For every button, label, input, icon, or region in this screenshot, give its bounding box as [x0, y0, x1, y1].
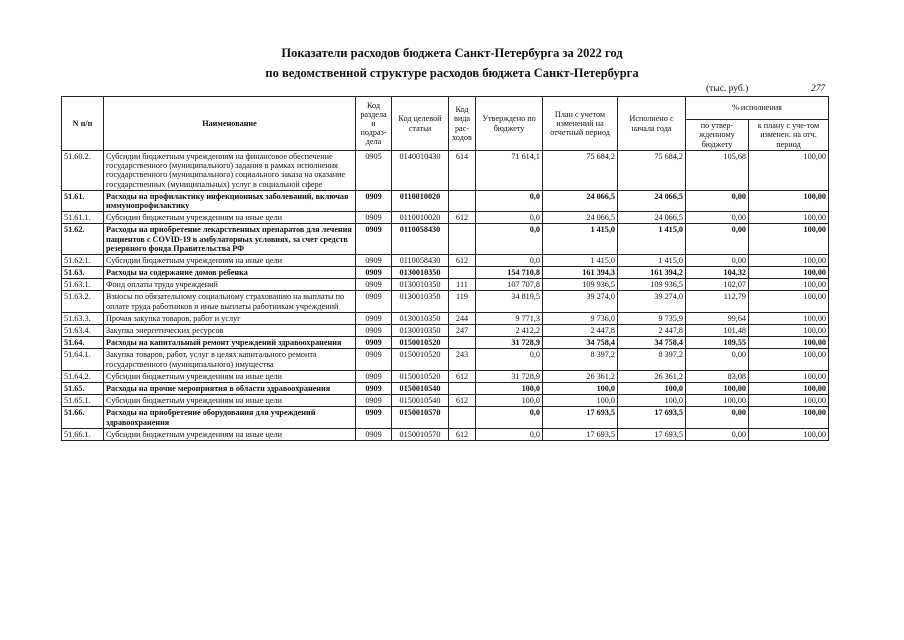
row-approved: 0,0	[476, 349, 543, 370]
header-plan: План с учетом изменений на отчетный период	[543, 97, 618, 151]
row-plan: 9 736,0	[543, 312, 618, 324]
row-section-code: 0909	[356, 254, 392, 266]
row-name: Расходы на капитальный ремонт учреждений здравоохранения	[104, 337, 356, 349]
row-pct-plan: 100,00	[749, 254, 829, 266]
row-name: Расходы на приобретение лекарственных препаратов для лечения пациентов с COVID-19 в амбулаторных условиях, за счет средств резервного фонда Правительства РФ	[104, 224, 356, 255]
row-name: Расходы на профилактику инфекционных заболеваний, включая иммунопрофилактику	[104, 190, 356, 211]
row-executed: 2 447,8	[618, 325, 686, 337]
row-name: Субсидии бюджетным учреждениям на финансовое обеспечение государственного (муниципального) задания в рамках исполнения государственного (муниципального) социального заказа на оказание государственных (муниципальных) услуг в социальной сфере	[104, 151, 356, 191]
row-expense-type: 614	[449, 151, 476, 191]
row-name: Субсидии бюджетным учреждениям на иные цели	[104, 428, 356, 440]
row-name: Взносы по обязательному социальному страхованию на выплаты по оплате труда работников и иные выплаты работникам учреждений	[104, 291, 356, 312]
row-section-code: 0909	[356, 370, 392, 382]
row-pct-plan: 100,00	[749, 395, 829, 407]
row-pct-approved: 100,00	[686, 395, 749, 407]
row-number: 51.63.3.	[62, 312, 104, 324]
row-number: 51.63.	[62, 267, 104, 279]
row-name: Закупка товаров, работ, услуг в целях капитального ремонта государственного (муниципального) имущества	[104, 349, 356, 370]
row-expense-type: 119	[449, 291, 476, 312]
row-expense-type: 243	[449, 349, 476, 370]
budget-table	[61, 96, 829, 441]
row-name: Субсидии бюджетным учреждениям на иные цели	[104, 395, 356, 407]
row-pct-approved: 102,07	[686, 279, 749, 291]
row-expense-type: 111	[449, 279, 476, 291]
row-section-code: 0909	[356, 325, 392, 337]
row-pct-plan: 100,00	[749, 151, 829, 191]
table-row	[62, 212, 829, 224]
header-pct-approved: по утвер-жденному бюджету	[686, 120, 749, 151]
row-expense-type: 612	[449, 395, 476, 407]
row-expense-type	[449, 407, 476, 428]
row-target-code: 0130010350	[392, 279, 449, 291]
row-target-code: 0150010540	[392, 382, 449, 394]
row-plan: 2 447,8	[543, 325, 618, 337]
row-approved: 0,0	[476, 212, 543, 224]
row-target-code: 0130010350	[392, 312, 449, 324]
row-plan: 1 415,0	[543, 224, 618, 255]
row-name: Закупка энергетических ресурсов	[104, 325, 356, 337]
row-number: 51.64.	[62, 337, 104, 349]
row-plan: 34 758,4	[543, 337, 618, 349]
table-row	[62, 151, 829, 191]
row-target-code: 0150010520	[392, 337, 449, 349]
row-executed: 26 361,2	[618, 370, 686, 382]
row-name: Субсидии бюджетным учреждениям на иные цели	[104, 254, 356, 266]
row-approved: 100,0	[476, 382, 543, 394]
row-approved: 34 819,5	[476, 291, 543, 312]
row-number: 51.64.2.	[62, 370, 104, 382]
row-number: 51.62.1.	[62, 254, 104, 266]
row-executed: 24 066,5	[618, 190, 686, 211]
row-number: 51.63.2.	[62, 291, 104, 312]
row-executed: 161 394,2	[618, 267, 686, 279]
row-name: Субсидии бюджетным учреждениям на иные цели	[104, 212, 356, 224]
row-pct-plan: 100,00	[749, 212, 829, 224]
row-number: 51.65.	[62, 382, 104, 394]
row-number: 51.63.4.	[62, 325, 104, 337]
row-plan: 8 397,2	[543, 349, 618, 370]
row-expense-type: 244	[449, 312, 476, 324]
table-row	[62, 337, 829, 349]
table-row	[62, 279, 829, 291]
document-title-line2: по ведомственной структуре расходов бюджета Санкт-Петербурга	[265, 66, 639, 80]
row-pct-plan: 100,00	[749, 382, 829, 394]
row-number: 51.63.1.	[62, 279, 104, 291]
row-number: 51.62.	[62, 224, 104, 255]
row-pct-approved: 105,68	[686, 151, 749, 191]
row-pct-plan: 100,00	[749, 190, 829, 211]
units-label: (тыс. руб.)	[706, 84, 749, 94]
row-pct-approved: 100,00	[686, 382, 749, 394]
table-body	[62, 151, 829, 441]
row-section-code: 0909	[356, 190, 392, 211]
row-section-code: 0909	[356, 212, 392, 224]
row-pct-plan: 100,00	[749, 325, 829, 337]
row-section-code: 0905	[356, 151, 392, 191]
row-number: 51.66.	[62, 407, 104, 428]
row-plan: 17 693,5	[543, 407, 618, 428]
row-expense-type	[449, 267, 476, 279]
table-row	[62, 291, 829, 312]
row-number: 51.64.1.	[62, 349, 104, 370]
header-executed: Исполнено с начала года	[618, 97, 686, 151]
row-pct-approved: 99,64	[686, 312, 749, 324]
row-section-code: 0909	[356, 224, 392, 255]
row-number: 51.60.2.	[62, 151, 104, 191]
row-number: 51.61.1.	[62, 212, 104, 224]
row-pct-plan: 100,00	[749, 279, 829, 291]
page-number: 277	[811, 84, 826, 94]
row-pct-plan: 100,00	[749, 370, 829, 382]
row-name: Расходы на приобретение оборудования для учреждений здравоохранения	[104, 407, 356, 428]
row-executed: 100,0	[618, 395, 686, 407]
header-expense-type: Код вида рас-ходов	[449, 97, 476, 151]
row-target-code: 0150010570	[392, 407, 449, 428]
row-target-code: 0140010430	[392, 151, 449, 191]
row-pct-approved: 0,00	[686, 407, 749, 428]
row-pct-plan: 100,00	[749, 224, 829, 255]
table-row	[62, 407, 829, 428]
row-expense-type: 612	[449, 212, 476, 224]
row-expense-type: 612	[449, 428, 476, 440]
row-pct-approved: 0,00	[686, 428, 749, 440]
row-approved: 100,0	[476, 395, 543, 407]
row-approved: 0,0	[476, 407, 543, 428]
row-pct-plan: 100,00	[749, 349, 829, 370]
row-approved: 0,0	[476, 428, 543, 440]
row-approved: 154 710,8	[476, 267, 543, 279]
row-number: 51.61.	[62, 190, 104, 211]
header-target-code: Код целевой статьи	[392, 97, 449, 151]
row-section-code: 0909	[356, 407, 392, 428]
row-name: Фонд оплаты труда учреждений	[104, 279, 356, 291]
table-row	[62, 349, 829, 370]
row-target-code: 0130010350	[392, 325, 449, 337]
header-num: N п/п	[62, 97, 104, 151]
header-approved: Утверждено по бюджету	[476, 97, 543, 151]
row-section-code: 0909	[356, 395, 392, 407]
row-section-code: 0909	[356, 428, 392, 440]
table-row	[62, 267, 829, 279]
row-plan: 75 684,2	[543, 151, 618, 191]
row-executed: 24 066,5	[618, 212, 686, 224]
row-pct-approved: 83,08	[686, 370, 749, 382]
row-target-code: 0150010520	[392, 349, 449, 370]
row-executed: 8 397,2	[618, 349, 686, 370]
row-plan: 24 066,5	[543, 190, 618, 211]
row-name: Расходы на содержание домов ребенка	[104, 267, 356, 279]
row-expense-type: 612	[449, 254, 476, 266]
row-target-code: 0110058430	[392, 224, 449, 255]
row-name: Прочая закупка товаров, работ и услуг	[104, 312, 356, 324]
row-expense-type	[449, 224, 476, 255]
row-section-code: 0909	[356, 337, 392, 349]
row-section-code: 0909	[356, 291, 392, 312]
row-plan: 39 274,0	[543, 291, 618, 312]
row-pct-plan: 100,00	[749, 428, 829, 440]
row-name: Субсидии бюджетным учреждениям на иные цели	[104, 370, 356, 382]
row-executed: 34 758,4	[618, 337, 686, 349]
row-name: Расходы на прочие мероприятия в области здравоохранения	[104, 382, 356, 394]
header-section-code: Код раздела и подраз-дела	[356, 97, 392, 151]
row-executed: 39 274,0	[618, 291, 686, 312]
row-executed: 1 415,0	[618, 254, 686, 266]
row-executed: 17 693,5	[618, 428, 686, 440]
row-approved: 31 728,9	[476, 337, 543, 349]
row-pct-plan: 100,00	[749, 267, 829, 279]
row-target-code: 0130010350	[392, 291, 449, 312]
row-approved: 107 707,8	[476, 279, 543, 291]
row-target-code: 0130010350	[392, 267, 449, 279]
row-pct-approved: 101,48	[686, 325, 749, 337]
table-row	[62, 224, 829, 255]
row-section-code: 0909	[356, 382, 392, 394]
row-executed: 9 735,9	[618, 312, 686, 324]
row-pct-approved: 0,00	[686, 224, 749, 255]
header-percent: % исполнения	[686, 97, 829, 120]
row-section-code: 0909	[356, 312, 392, 324]
row-pct-approved: 0,00	[686, 190, 749, 211]
row-pct-plan: 100,00	[749, 407, 829, 428]
row-plan: 1 415,0	[543, 254, 618, 266]
row-executed: 1 415,0	[618, 224, 686, 255]
row-executed: 75 684,2	[618, 151, 686, 191]
row-expense-type	[449, 382, 476, 394]
row-approved: 0,0	[476, 224, 543, 255]
document-title-line1: Показатели расходов бюджета Санкт-Петербурга за 2022 год	[281, 46, 623, 60]
row-expense-type: 612	[449, 370, 476, 382]
row-approved: 31 728,9	[476, 370, 543, 382]
row-target-code: 0150010540	[392, 395, 449, 407]
row-section-code: 0909	[356, 279, 392, 291]
row-expense-type: 247	[449, 325, 476, 337]
row-expense-type	[449, 337, 476, 349]
table-row	[62, 370, 829, 382]
table-row	[62, 190, 829, 211]
row-pct-approved: 109,55	[686, 337, 749, 349]
row-approved: 9 771,3	[476, 312, 543, 324]
row-executed: 100,0	[618, 382, 686, 394]
table-row	[62, 428, 829, 440]
row-pct-plan: 100,00	[749, 337, 829, 349]
row-plan: 100,0	[543, 382, 618, 394]
row-pct-approved: 112,79	[686, 291, 749, 312]
row-executed: 109 936,5	[618, 279, 686, 291]
table-row	[62, 382, 829, 394]
row-approved: 0,0	[476, 254, 543, 266]
row-pct-plan: 100,00	[749, 312, 829, 324]
row-expense-type	[449, 190, 476, 211]
row-section-code: 0909	[356, 349, 392, 370]
row-plan: 24 066,5	[543, 212, 618, 224]
row-section-code: 0909	[356, 267, 392, 279]
row-pct-plan: 100,00	[749, 291, 829, 312]
row-plan: 26 361,2	[543, 370, 618, 382]
row-approved: 2 412,2	[476, 325, 543, 337]
row-pct-approved: 104,32	[686, 267, 749, 279]
row-plan: 161 394,3	[543, 267, 618, 279]
row-approved: 71 614,1	[476, 151, 543, 191]
row-target-code: 0150010520	[392, 370, 449, 382]
table-row	[62, 395, 829, 407]
row-plan: 109 936,5	[543, 279, 618, 291]
table-row	[62, 254, 829, 266]
row-plan: 100,0	[543, 395, 618, 407]
row-number: 51.65.1.	[62, 395, 104, 407]
row-target-code: 0110010020	[392, 212, 449, 224]
row-pct-approved: 0,00	[686, 349, 749, 370]
row-plan: 17 693,5	[543, 428, 618, 440]
row-number: 51.66.1.	[62, 428, 104, 440]
table-row	[62, 325, 829, 337]
table-row	[62, 312, 829, 324]
row-pct-approved: 0,00	[686, 254, 749, 266]
row-executed: 17 693,5	[618, 407, 686, 428]
row-pct-approved: 0,00	[686, 212, 749, 224]
row-target-code: 0110010020	[392, 190, 449, 211]
header-pct-plan: к плану с уче-том изменен. на отч. период	[749, 120, 829, 151]
row-target-code: 0110058430	[392, 254, 449, 266]
header-name: Наименование	[104, 97, 356, 151]
row-target-code: 0150010570	[392, 428, 449, 440]
row-approved: 0,0	[476, 190, 543, 211]
